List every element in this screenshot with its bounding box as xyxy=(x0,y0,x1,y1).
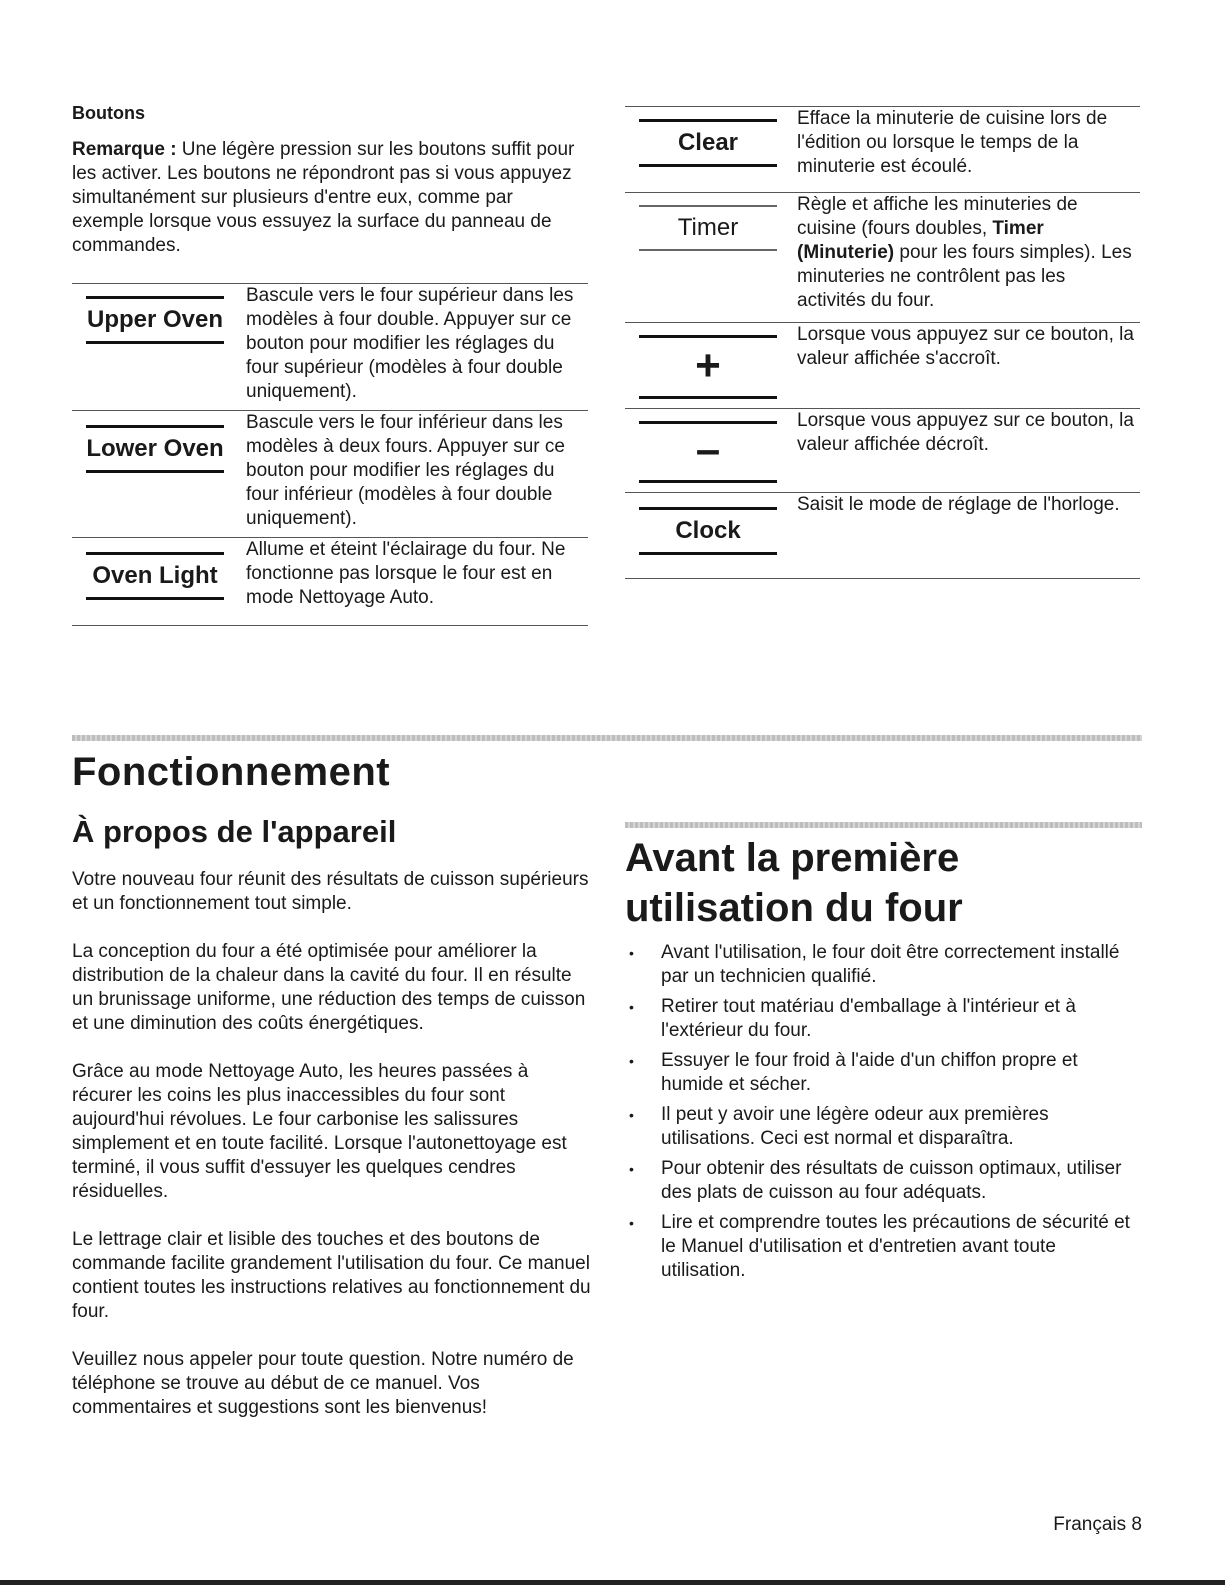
clear-button[interactable] xyxy=(633,119,783,167)
bottom-edge xyxy=(0,1580,1225,1585)
timer-button[interactable] xyxy=(633,205,783,251)
lower-oven-desc: Bascule vers le four inférieur dans les modèles à deux fours. Appuyer sur ce bouton pour modifier les réglages du four inférieur (modèles à four double uniquement). xyxy=(246,412,565,529)
rule xyxy=(639,164,777,167)
rule xyxy=(86,296,224,299)
clock-button[interactable] xyxy=(633,507,783,555)
button-row-oven-light xyxy=(72,537,588,626)
list-item xyxy=(625,941,1140,989)
list-item-text: Retirer tout matériau d'emballage à l'intérieur et à l'extérieur du four. xyxy=(661,996,1076,1041)
rule xyxy=(86,470,224,473)
boutons-note xyxy=(72,138,587,258)
list-item-text: Il peut y avoir une légère odeur aux premières utilisations. Ceci est normal et disparaîtra. xyxy=(661,1104,1049,1149)
about-paragraphs xyxy=(72,868,592,1420)
right-button-table xyxy=(625,106,1140,578)
list-item xyxy=(625,1049,1140,1097)
avant-title-line2: utilisation du four xyxy=(625,886,963,930)
button-row-plus xyxy=(625,322,1140,409)
oven-light-desc: Allume et éteint l'éclairage du four. Ne fonctionne pas lorsque le four est en mode Nettoyage Auto. xyxy=(246,539,566,608)
boutons-heading: Boutons xyxy=(72,103,145,123)
rule xyxy=(639,480,777,483)
list-item xyxy=(625,1211,1140,1283)
upper-oven-desc: Bascule vers le four supérieur dans les modèles à four double. Appuyer sur ce bouton pour modifier les réglages du four supérieur (modèles à four double uniquement). xyxy=(246,285,574,402)
button-row-lower-oven xyxy=(72,410,588,538)
note-text: Une légère pression sur les boutons suffit pour les activer. Les boutons ne répondront pas si vous appuyez simultanément sur plusieurs d'entre eux, comme par exemple lorsque vous essuyez la surface du panneau de commandes. xyxy=(72,139,575,256)
rule xyxy=(639,507,777,510)
minus-button[interactable] xyxy=(633,421,783,483)
list-item-text: Avant l'utilisation, le four doit être correctement installé par un technicien qualifié. xyxy=(661,942,1120,987)
plus-desc: Lorsque vous appuyez sur ce bouton, la valeur affichée s'accroît. xyxy=(797,324,1134,369)
lower-oven-label: Lower Oven xyxy=(86,435,224,462)
timer-desc-part: pour les fours simples). Les minuteries ne contrôlent pas les activités du four. xyxy=(797,242,1132,311)
button-row-clock xyxy=(625,492,1140,579)
oven-light-label: Oven Light xyxy=(92,562,218,589)
timer-desc xyxy=(797,193,1137,313)
left-button-table xyxy=(72,283,588,625)
list-item-text: Lire et comprendre toutes les précautions de sécurité et le Manuel d'utilisation et d'entretien avant toute utilisation. xyxy=(661,1212,1130,1281)
button-row-minus xyxy=(625,408,1140,493)
list-item-text: Essuyer le four froid à l'aide d'un chiffon propre et humide et sécher. xyxy=(661,1050,1078,1095)
rule xyxy=(86,341,224,344)
rule xyxy=(86,425,224,428)
paragraph: Veuillez nous appeler pour toute question. Notre numéro de téléphone se trouve au début de ce manuel. Vos commentaires et suggestions sont les bienvenus! xyxy=(72,1349,574,1418)
clock-desc: Saisit le mode de réglage de l'horloge. xyxy=(797,494,1120,515)
rule xyxy=(639,396,777,399)
list-item xyxy=(625,1103,1140,1151)
rule xyxy=(639,205,777,207)
subsection-title: À propos de l'appareil xyxy=(72,814,397,849)
rule xyxy=(639,119,777,122)
rule xyxy=(639,421,777,424)
rule xyxy=(639,552,777,555)
rule xyxy=(86,552,224,555)
button-row-timer xyxy=(625,192,1140,323)
avant-bullet-list xyxy=(625,941,1140,1289)
upper-oven-label: Upper Oven xyxy=(86,306,224,333)
list-item xyxy=(625,1157,1140,1205)
lower-oven-button[interactable] xyxy=(80,425,230,473)
avant-title-line1: Avant la première xyxy=(625,836,960,880)
plus-icon: + xyxy=(695,341,721,390)
clear-label: Clear xyxy=(677,129,739,156)
paragraph: Grâce au mode Nettoyage Auto, les heures passées à récurer les coins les plus inaccessibles du four sont aujourd'hui révolues. Le four carbonise les salissures simplement et en toute facilité. Lorsque l'autonettoyage est terminé, il vous suffit d'essuyer les quelques cendres résiduelles. xyxy=(72,1061,567,1202)
list-item xyxy=(625,995,1140,1043)
oven-light-button[interactable] xyxy=(80,552,230,600)
plus-button[interactable] xyxy=(633,335,783,399)
paragraph: Le lettrage clair et lisible des touches et des boutons de commande facilite grandement l'utilisation du four. Ce manuel contient toutes les instructions relatives au fonctionnement du four. xyxy=(72,1229,591,1322)
section-title: Fonctionnement xyxy=(72,750,391,794)
button-row-upper-oven xyxy=(72,283,588,411)
clock-label: Clock xyxy=(675,517,741,544)
section-separator xyxy=(72,735,1142,741)
rule xyxy=(639,335,777,338)
rule xyxy=(86,597,224,600)
bullet-icon: • xyxy=(629,999,634,1015)
bullet-icon: • xyxy=(629,1215,634,1231)
timer-label: Timer xyxy=(677,214,739,241)
bullet-icon: • xyxy=(629,1053,634,1069)
avant-title xyxy=(625,833,963,933)
clear-desc: Efface la minuterie de cuisine lors de l'édition ou lorsque le temps de la minuterie est écoulé. xyxy=(797,108,1108,177)
timer-desc-bold: Timer (Minuterie) xyxy=(797,218,1044,263)
avant-separator xyxy=(625,822,1142,828)
page-number: Français 8 xyxy=(1053,1514,1142,1535)
list-item-text: Pour obtenir des résultats de cuisson optimaux, utiliser des plats de cuisson au four adéquats. xyxy=(661,1158,1122,1203)
note-label: Remarque : xyxy=(72,139,177,160)
bullet-icon: • xyxy=(629,945,634,961)
button-row-clear xyxy=(625,106,1140,193)
minus-icon: – xyxy=(695,425,721,474)
bullet-icon: • xyxy=(629,1107,634,1123)
upper-oven-button[interactable] xyxy=(80,296,230,344)
paragraph: La conception du four a été optimisée pour améliorer la distribution de la chaleur dans la cavité du four. Il en résulte un brunissage uniforme, une réduction des temps de cuisson et une diminution des coûts énergétiques. xyxy=(72,941,586,1034)
rule xyxy=(639,249,777,251)
bullet-icon: • xyxy=(629,1161,634,1177)
timer-desc-part: Règle et affiche les minuteries de cuisine (fours doubles, xyxy=(797,194,1078,239)
paragraph: Votre nouveau four réunit des résultats de cuisson supérieurs et un fonctionnement tout simple. xyxy=(72,869,589,914)
minus-desc: Lorsque vous appuyez sur ce bouton, la valeur affichée décroît. xyxy=(797,410,1134,455)
